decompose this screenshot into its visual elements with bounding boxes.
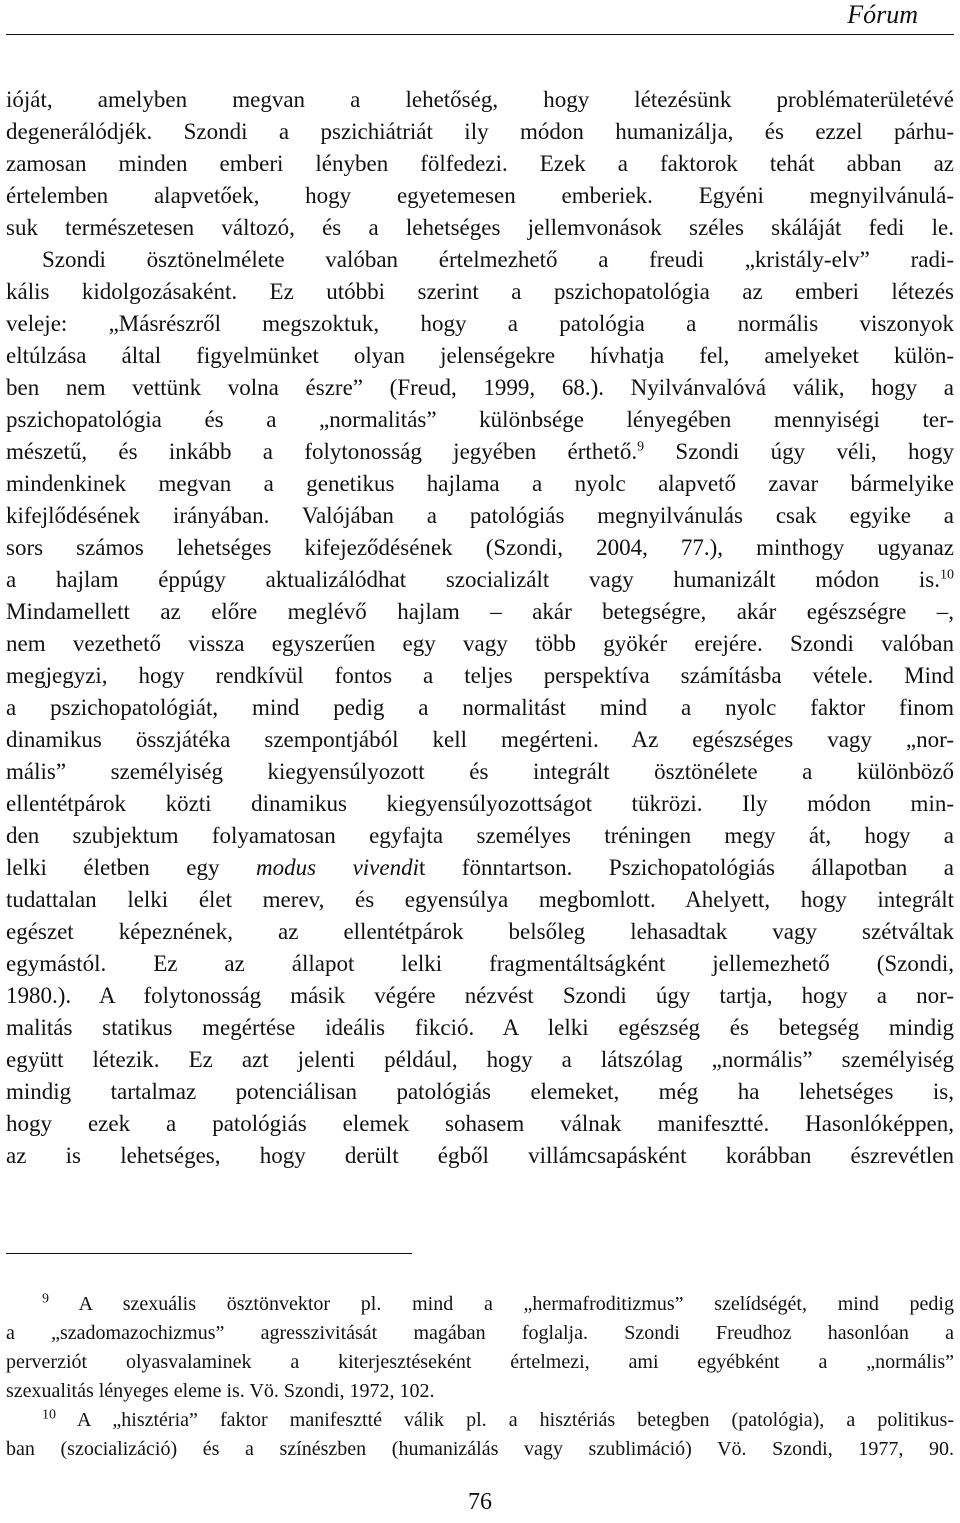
text-line: ben nem vettünk volna észre” (Freud, 1999, 68.). Nyilvánvalóvá válik, hogy a: [6, 375, 954, 400]
text-line: kifejlődésének irányában. Valójában a patológiás megnyilvánulás csak egyike a: [6, 503, 954, 528]
running-header: [0, 0, 960, 34]
text-line: Mindamellett az előre meglévő hajlam – akár betegségre, akár egészségre –,: [6, 599, 954, 624]
text-line: az is lehetséges, hogy derült égből villámcsapásként korábban észrevétlen: [6, 1143, 954, 1168]
footnote-ref-10[interactable]: 10: [940, 567, 954, 583]
footnote-9: [6, 1291, 954, 1318]
footnote-separator: [6, 1253, 412, 1254]
footnote-marker: 10: [42, 1407, 56, 1423]
footnote-ref-9[interactable]: 9: [637, 439, 645, 455]
footnote-text: A „hisztéria” faktor manifesztté válik pl. a hisztériás betegben (patológia), a politikus-: [56, 1409, 954, 1431]
text-segment: Szondi úgy véli, hogy: [644, 439, 954, 464]
text-line: [6, 565, 954, 595]
text-line: kális kidolgozásaként. Ez utóbbi szerint a pszichopatológia az emberi létezés: [6, 279, 954, 304]
footnote-line: ban (szocializáció) és a színészben (humanizálás vagy szublimáció) Vö. Szondi, 1977, 90.: [6, 1438, 954, 1460]
italic-phrase: modus vivendi: [256, 855, 419, 880]
footnote-line: a „szadomazochizmus” agresszivitását magában foglalja. Szondi Freudhoz hasonlóan a: [6, 1322, 954, 1344]
text-line: egymástól. Ez az állapot lelki fragmentáltságként jellemezhető (Szondi,: [6, 951, 954, 976]
header-rule: [6, 34, 954, 35]
text-line: [6, 437, 954, 467]
text-line: sors számos lehetséges kifejeződésének (Szondi, 2004, 77.), minthogy ugyanaz: [6, 535, 954, 560]
text-line: ellentétpárok közti dinamikus kiegyensúlyozottságot tükrözi. Ily módon min-: [6, 791, 954, 816]
text-line: 1980.). A folytonosság másik végére nézvést Szondi úgy tartja, hogy a nor-: [6, 983, 954, 1008]
text-segment: lelki életben egy: [6, 855, 257, 880]
text-line: pszichopatológia és a „normalitás” különbsége lényegében mennyiségi ter-: [6, 407, 954, 432]
footnote-10: [6, 1407, 954, 1434]
text-line: dinamikus összjátéka szempontjából kell megérteni. Az egészséges vagy „nor-: [6, 727, 954, 752]
text-line: megjegyzi, hogy rendkívül fontos a teljes perspektíva számításba vétele. Mind: [6, 663, 954, 688]
text-line: degenerálódjék. Szondi a pszichiátriát ily módon humanizálja, és ezzel párhu-: [6, 119, 954, 144]
text-line: malitás statikus megértése ideális fikció. A lelki egészség és betegség mindig: [6, 1015, 954, 1040]
text-segment: t fönntartson. Pszichopatológiás állapotban a: [419, 855, 955, 880]
text-line: suk természetesen változó, és a lehetséges jellemvonások széles skáláját fedi le.: [6, 215, 954, 240]
running-title: Fórum: [847, 0, 918, 29]
text-line: nem vezethető vissza egyszerűen egy vagy több gyökér erejére. Szondi valóban: [6, 631, 954, 656]
text-segment: a hajlam éppúgy aktualizálódhat szocializált vagy humanizált módon is.: [6, 567, 940, 592]
text-line: ióját, amelyben megvan a lehetőség, hogy létezésünk problématerületévé: [6, 87, 954, 112]
text-line: eltúlzása által figyelmünket olyan jelenségekre hívhatja fel, amelyeket külön-: [6, 343, 954, 368]
footnote-text: A szexuális ösztönvektor pl. mind a „hermafroditizmus” szelídségét, mind pedig: [49, 1293, 954, 1315]
footnote-line: szexualitás lényeges eleme is. Vö. Szondi, 1972, 102.: [6, 1380, 435, 1402]
footnote-marker: 9: [42, 1291, 49, 1307]
page-number: 76: [468, 1489, 492, 1515]
text-line: mindig tartalmaz potenciálisan patológiás elemeket, még ha lehetséges is,: [6, 1079, 954, 1104]
text-line: hogy ezek a patológiás elemek sohasem válnak manifesztté. Hasonlóképpen,: [6, 1111, 954, 1136]
text-line: [6, 853, 954, 883]
text-line: zamosan minden emberi lényben fölfedezi. Ezek a faktorok tehát abban az: [6, 151, 954, 176]
text-line: veleje: „Másrészről megszoktuk, hogy a patológia a normális viszonyok: [6, 311, 954, 336]
text-line: a pszichopatológiát, mind pedig a normalitást mind a nyolc faktor finom: [6, 695, 954, 720]
text-segment: mészetű, és inkább a folytonosság jegyében érthető.: [6, 439, 638, 464]
text-line: értelemben alapvetőek, hogy egyetemesen emberiek. Egyéni megnyilvánulá-: [6, 183, 954, 208]
text-line: mális” személyiség kiegyensúlyozott és integrált ösztönélete a különböző: [6, 759, 954, 784]
footnote-line: perverziót olyasvalaminek a kiterjesztéseként értelmezi, ami egyébként a „normális”: [6, 1351, 954, 1373]
text-line: den szubjektum folyamatosan egyfajta személyes tréningen megy át, hogy a: [6, 823, 954, 848]
text-line: egészet képeznének, az ellentétpárok belsőleg lehasadtak vagy szétváltak: [6, 919, 954, 944]
text-line: mindenkinek megvan a genetikus hajlama a nyolc alapvető zavar bármelyike: [6, 471, 954, 496]
text-line: tudattalan lelki élet merev, és egyensúlya megbomlott. Ahelyett, hogy integrált: [6, 887, 954, 912]
text-line: együtt létezik. Ez azt jelenti például, hogy a látszólag „normális” személyiség: [6, 1047, 954, 1072]
text-line: Szondi ösztönelmélete valóban értelmezhető a freudi „kristály-elv” radi-: [42, 247, 954, 272]
